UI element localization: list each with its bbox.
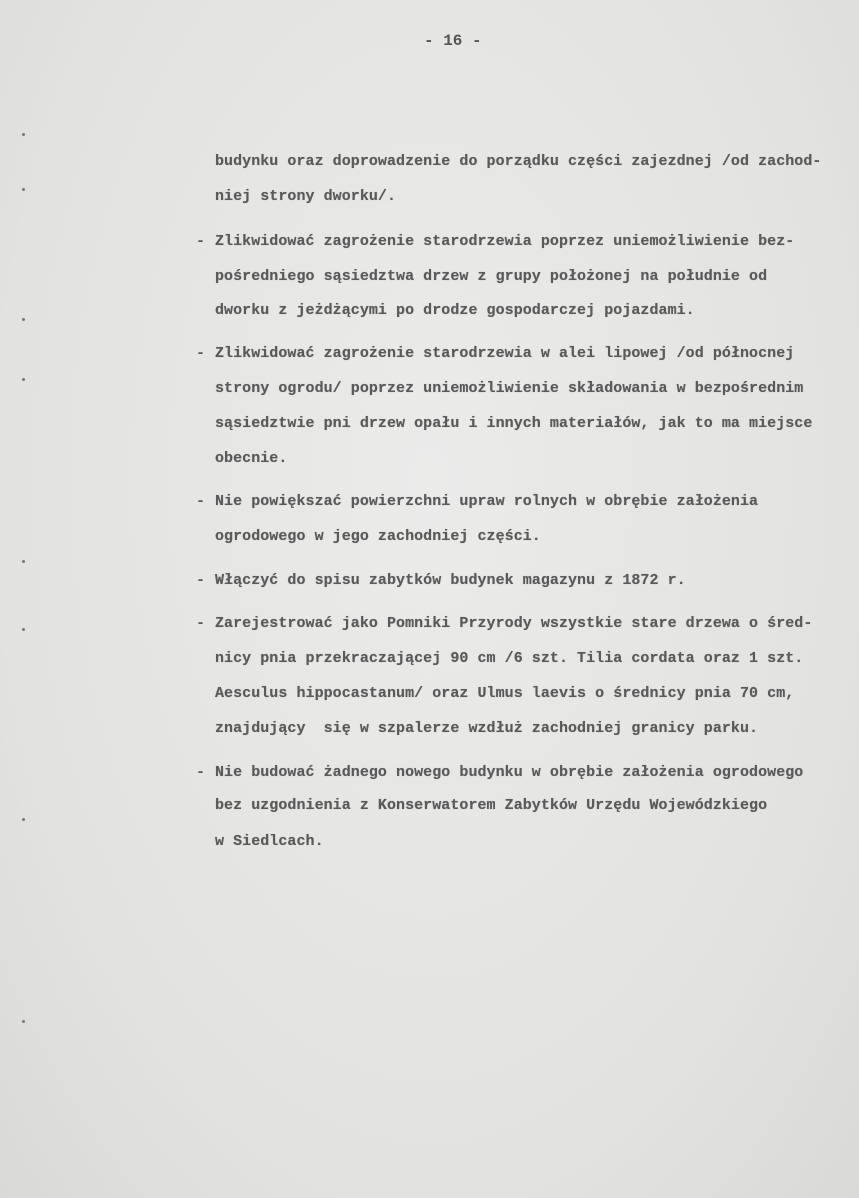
text-line: strony ogrodu/ poprzez uniemożliwienie składowania w bezpośrednim (215, 380, 804, 397)
text-line: budynku oraz doprowadzenie do porządku części zajezdnej /od zachod- (215, 153, 822, 170)
text-line: Włączyć do spisu zabytków budynek magazynu z 1872 r. (215, 572, 686, 589)
text-line: Aesculus hippocastanum/ oraz Ulmus laevis o średnicy pnia 70 cm, (215, 685, 795, 702)
bullet-dash: - (196, 493, 206, 510)
punch-mark (22, 818, 25, 821)
bullet-dash: - (196, 764, 206, 781)
text-line: Nie budować żadnego nowego budynku w obrębie założenia ogrodowego (215, 764, 804, 781)
text-line: nicy pnia przekraczającej 90 cm /6 szt. Tilia cordata oraz 1 szt. (215, 650, 804, 667)
bullet-dash: - (196, 572, 206, 589)
text-line: Zlikwidować zagrożenie starodrzewia poprzez uniemożliwienie bez- (215, 233, 795, 250)
punch-mark (22, 188, 25, 191)
page-number: - 16 - (424, 32, 482, 50)
text-line: Zlikwidować zagrożenie starodrzewia w alei lipowej /od północnej (215, 345, 795, 362)
punch-mark (22, 628, 25, 631)
text-line: Nie powiększać powierzchni upraw rolnych w obrębie założenia (215, 493, 759, 510)
punch-mark (22, 560, 25, 563)
text-line: bez uzgodnienia z Konserwatorem Zabytków Urzędu Wojewódzkiego (215, 797, 768, 814)
bullet-dash: - (196, 615, 206, 632)
text-line: obecnie. (215, 450, 288, 467)
punch-mark (22, 318, 25, 321)
text-line: niej strony dworku/. (215, 188, 397, 205)
punch-mark (22, 1020, 25, 1023)
bullet-dash: - (196, 345, 206, 362)
text-line: w Siedlcach. (215, 833, 324, 850)
text-line: znajdujący się w szpalerze wzdłuż zachodniej granicy parku. (215, 720, 759, 737)
text-line: Zarejestrować jako Pomniki Przyrody wszystkie stare drzewa o śred- (215, 615, 813, 632)
text-line: pośredniego sąsiedztwa drzew z grupy położonej na południe od (215, 268, 768, 285)
text-line: sąsiedztwie pni drzew opału i innych materiałów, jak to ma miejsce (215, 415, 813, 432)
punch-mark (22, 378, 25, 381)
bullet-dash: - (196, 233, 206, 250)
text-line: ogrodowego w jego zachodniej części. (215, 528, 541, 545)
text-line: dworku z jeżdżącymi po drodze gospodarczej pojazdami. (215, 302, 695, 319)
punch-mark (22, 133, 25, 136)
